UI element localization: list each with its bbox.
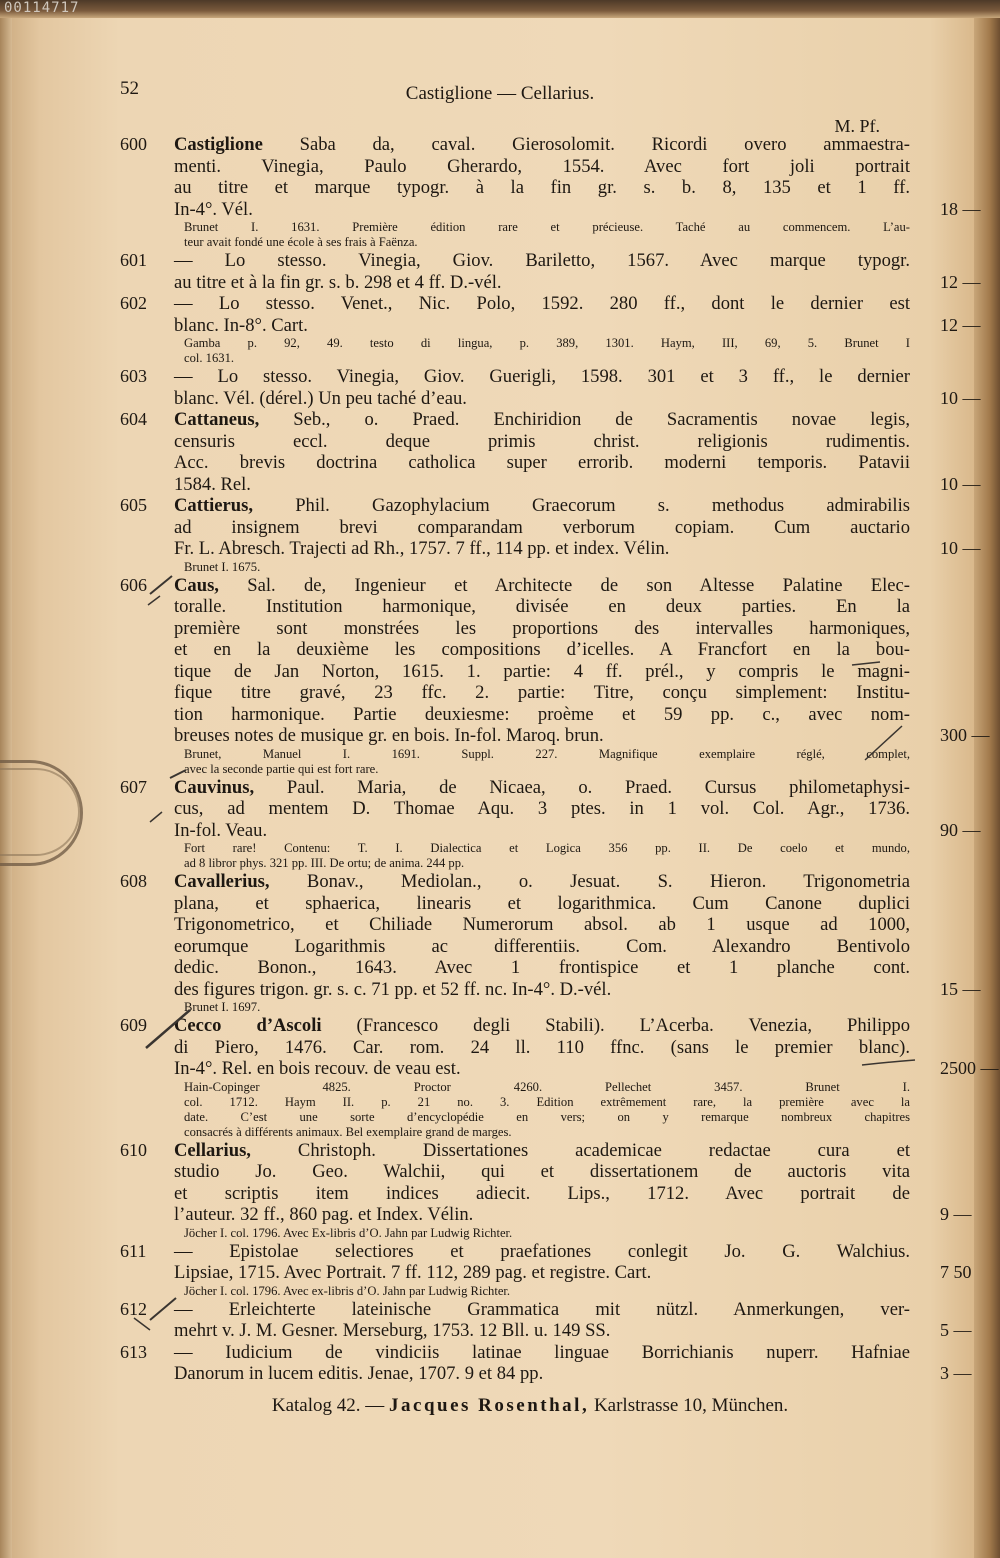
entry-text: In-fol. Veau.	[174, 819, 268, 841]
entry-text: l’auteur. 32 ff., 860 pag. et Index. Vélin.	[174, 1204, 474, 1225]
footer-address: Karlstrasse 10, München.	[593, 1395, 789, 1416]
entry-number: 606	[120, 574, 147, 595]
entry-line	[174, 366, 910, 388]
note-line: avec la seconde partie qui est fort rare.	[184, 761, 379, 776]
catalog-entry	[120, 1341, 972, 1385]
entry-line	[174, 893, 910, 915]
entry-line	[174, 639, 910, 661]
entry-line	[174, 156, 910, 178]
entry-author: Cattierus,	[174, 495, 254, 516]
entry-number: 608	[120, 871, 147, 891]
note-line: col. 1631.	[184, 351, 235, 365]
entry-line	[174, 596, 910, 618]
page-header	[0, 78, 1000, 108]
page-title: Castiglione — Cellarius.	[405, 83, 595, 104]
entry-line	[174, 1161, 910, 1183]
note-line: Hain-Copinger 4825. Proctor 4260. Pellechet 3457. Brunet I.	[184, 1079, 910, 1094]
entry-price: 90 —	[940, 819, 981, 840]
entry-price: 5 —	[940, 1320, 972, 1340]
catalog-entry	[120, 871, 981, 1015]
entry-text: breuses notes de musique gr. en bois. In-fol. Maroq. brun.	[174, 725, 604, 746]
entry-text: Fr. L. Abresch. Trajecti ad Rh., 1757. 7 ff., 114 pp. et index. Vélin.	[174, 538, 670, 559]
note-line: Fort rare! Contenu: T. I. Dialectica et Logica 356 pp. II. De coelo et mundo,	[184, 841, 910, 855]
entry-author: Caus,	[174, 574, 219, 596]
note-line: date. C’est une sorte d’encyclopédie en vers; on y remarque nombreux chapitres	[184, 1109, 910, 1124]
entry-bibliographic-note	[174, 1226, 910, 1241]
entry-line	[174, 1204, 972, 1226]
entry-line	[174, 495, 910, 517]
note-line: col. 1712. Haym II. p. 21 no. 3. Edition extrêmement rare, la première avec la	[184, 1094, 910, 1109]
entry-text: au titre et marque typogr. à la fin gr. s. b. 8, 135 et 1 ff.	[174, 177, 910, 198]
entry-bibliographic-note	[174, 841, 910, 871]
entry-number: 612	[120, 1298, 147, 1319]
entry-text: et scriptis item indices adiecit. Lips., 1712. Avec portrait de	[174, 1182, 910, 1204]
entry-text: studio Jo. Geo. Walchii, qui et dissertationem de auctoris vita	[174, 1161, 910, 1182]
entry-line	[174, 293, 910, 315]
note-line: Brunet I. 1631. Première édition rare et précieuse. Taché au commencem. L’au-	[184, 220, 910, 234]
entry-bibliographic-note	[174, 1000, 910, 1015]
entry-line	[174, 819, 981, 842]
entry-text: Trigonometrico, et Chiliade Numerorum absol. ab 1 usque ad 1000,	[174, 914, 910, 935]
entry-line	[174, 314, 981, 337]
entry-price: 10 —	[940, 473, 981, 494]
entry-text: menti. Vinegia, Paulo Gherardo, 1554. Avec fort joli portrait	[174, 155, 910, 177]
entry-price: 12 —	[940, 271, 981, 292]
entry-number: 603	[120, 366, 147, 386]
entry-line	[174, 1183, 910, 1205]
entry-author: Cauvinus,	[174, 776, 255, 798]
entry-text: blanc. Vél. (dérel.) Un peu taché d’eau.	[174, 387, 467, 409]
entry-number: 607	[120, 776, 147, 797]
entry-text: Seb., o. Praed. Enchiridion de Sacramentis novae legis,	[259, 409, 910, 430]
entry-bibliographic-note	[174, 1284, 910, 1299]
entry-text: Bonav., Mediolan., o. Jesuat. S. Hieron. Trigonometria	[269, 871, 910, 892]
entry-line	[174, 431, 910, 453]
entry-price: 18 —	[940, 198, 981, 219]
note-line: Brunet I. 1697.	[184, 1000, 261, 1014]
entry-number: 611	[120, 1240, 147, 1261]
entry-line	[174, 517, 910, 539]
page-number: 52	[120, 78, 139, 99]
entry-text: Phil. Gazophylacium Graecorum s. methodus admirabilis	[253, 495, 910, 516]
entry-text: toralle. Institution harmonique, divisée en deux parties. En la	[174, 596, 910, 617]
catalog-entry	[120, 250, 981, 293]
entry-text: — Iudicium de vindiciis latinae linguae Borrichianis nuperr. Hafniae	[174, 1341, 910, 1363]
entry-line	[174, 409, 910, 431]
entry-price: 9 —	[940, 1204, 972, 1224]
note-line: Brunet I. 1675.	[184, 559, 261, 574]
entry-text: — Lo stesso. Vinegia, Giov. Guerigli, 1598. 301 et 3 ff., le dernier	[174, 366, 910, 387]
entry-line	[174, 177, 910, 199]
catalog-entry	[120, 366, 981, 409]
note-line: teur avait fondé une école à ses frais à Faënza.	[184, 235, 418, 249]
page-footer	[0, 1395, 1000, 1417]
entry-line	[174, 575, 910, 597]
entry-line	[174, 1320, 972, 1342]
entry-line	[174, 387, 981, 410]
entry-line	[174, 1241, 910, 1263]
entry-price: 7 50	[940, 1262, 972, 1282]
entry-text: — Lo stesso. Venet., Nic. Polo, 1592. 280 ff., dont le dernier est	[174, 293, 910, 314]
entry-price: 10 —	[940, 538, 981, 558]
entry-text: des figures trigon. gr. s. c. 71 pp. et 52 ff. nc. In-4°. D.-vél.	[174, 978, 612, 1000]
entry-text: di Piero, 1476. Car. rom. 24 ll. 110 ffnc. (sans le premier blanc).	[174, 1036, 910, 1058]
entry-line	[174, 978, 981, 1001]
entry-bibliographic-note	[174, 560, 910, 575]
entry-price: 3 —	[940, 1363, 972, 1383]
catalog-entry	[120, 1240, 972, 1299]
entry-text: ad insignem brevi comparandam verborum copiam. Cum auctario	[174, 516, 910, 538]
note-line: consacrés à différents animaux. Bel exemplaire grand de marges.	[184, 1124, 512, 1139]
entry-number: 602	[120, 293, 147, 313]
entry-line	[174, 538, 981, 560]
entry-number: 610	[120, 1139, 147, 1160]
catalog-entries	[120, 134, 999, 1385]
note-line: Gamba p. 92, 49. testo di lingua, p. 389, 1301. Haym, III, 69, 5. Brunet I	[184, 336, 910, 350]
entry-line	[174, 134, 910, 156]
entry-line	[174, 250, 910, 272]
entry-number: 601	[120, 250, 147, 270]
entry-text: censuris eccl. deque primis christ. religionis rudimentis.	[174, 430, 910, 452]
entry-line	[174, 682, 910, 704]
entry-text: — Erleichterte lateinische Grammatica mit nützl. Anmerkungen, ver-	[174, 1298, 910, 1320]
entry-number: 613	[120, 1341, 147, 1362]
entry-line	[174, 725, 990, 747]
entry-text: 1584. Rel.	[174, 473, 251, 495]
entry-author: Cellarius,	[174, 1139, 251, 1161]
entry-line	[174, 704, 910, 726]
entry-price: 10 —	[940, 387, 981, 408]
entry-line	[174, 618, 910, 640]
entry-text: — Epistolae selectiores et praefationes conlegit Jo. G. Walchius.	[174, 1240, 910, 1262]
entry-line	[174, 271, 981, 294]
entry-text: mehrt v. J. M. Gesner. Merseburg, 1753. 12 Bll. u. 149 SS.	[174, 1320, 611, 1341]
entry-author: Cecco d’Ascoli	[174, 1015, 322, 1036]
entry-text: In-4°. Vél.	[174, 198, 253, 220]
catalog-entry	[120, 293, 981, 366]
entry-line	[174, 452, 910, 474]
note-line: Brunet, Manuel I. 1691. Suppl. 227. Magnifique exemplaire réglé, complet,	[184, 746, 910, 761]
entry-text: fique titre gravé, 23 ffc. 2. partie: Titre, conçu simplement: Institu-	[174, 682, 910, 703]
entry-text: plana, et sphaerica, linearis et logarithmica. Cum Canone duplici	[174, 892, 910, 914]
entry-line	[174, 871, 910, 893]
entry-bibliographic-note	[174, 336, 910, 366]
catalog-entry	[120, 409, 981, 495]
entry-number: 609	[120, 1015, 147, 1035]
entry-number: 600	[120, 134, 147, 154]
entry-line	[174, 198, 981, 221]
entry-text: et en la deuxième les compositions d’icelles. A Francfort en la bou-	[174, 639, 910, 660]
entry-line	[174, 1342, 910, 1364]
entry-text: (Francesco degli Stabili). L’Acerba. Venezia, Philippo	[321, 1015, 910, 1036]
entry-bibliographic-note	[174, 1080, 910, 1140]
entry-line	[174, 798, 910, 820]
entry-author: Castiglione	[174, 134, 263, 155]
catalog-entry	[120, 574, 990, 777]
entry-text: eorumque Logarithmis ac differentiis. Com. Alexandro Bentivolo	[174, 935, 910, 957]
entry-number: 605	[120, 495, 147, 515]
note-line: ad 8 libror phys. 321 pp. III. De ortu; de anima. 244 pp.	[184, 856, 465, 870]
entry-text: Acc. brevis doctrina catholica super errorib. moderni temporis. Patavii	[174, 452, 910, 473]
catalog-entry	[120, 134, 981, 250]
entry-line	[174, 1037, 910, 1059]
entry-text: première sont monstrées les proportions des intervalles harmoniques,	[174, 617, 910, 639]
note-line: Jöcher I. col. 1796. Avec Ex-libris d’O. Jahn par Ludwig Richter.	[184, 1225, 513, 1240]
entry-text: cus, ad mentem D. Thomae Aqu. 3 ptes. in 1 vol. Col. Agr., 1736.	[174, 798, 910, 819]
entry-text: — Lo stesso. Vinegia, Giov. Bariletto, 1567. Avec marque typogr.	[174, 250, 910, 271]
entry-line	[174, 1015, 910, 1037]
entry-number: 604	[120, 409, 147, 429]
archive-stamp: 00114717	[4, 0, 80, 16]
entry-text: tique de Jan Norton, 1615. 1. partie: 4 ff. prél., y compris le magni-	[174, 660, 910, 682]
entry-text: Sal. de, Ingenieur et Architecte de son Altesse Palatine Elec-	[218, 574, 910, 596]
entry-text: Paul. Maria, de Nicaea, o. Praed. Cursus philometaphysi-	[254, 776, 910, 798]
entry-text: Danorum in lucem editis. Jenae, 1707. 9 et 84 pp.	[174, 1363, 544, 1384]
entry-line	[174, 1262, 972, 1284]
catalog-entry	[120, 495, 981, 575]
entry-author: Cavallerius,	[174, 871, 270, 892]
entry-line	[174, 936, 910, 958]
footer-catalog: Katalog 42. —	[271, 1395, 385, 1416]
note-line: Jöcher I. col. 1796. Avec ex-libris d’O. Jahn par Ludwig Richter.	[184, 1283, 511, 1298]
catalog-entry	[120, 776, 981, 872]
entry-bibliographic-note	[174, 747, 910, 777]
entry-line	[174, 914, 910, 936]
entry-price: 2500 —	[940, 1058, 999, 1078]
entry-text: blanc. In-8°. Cart.	[174, 314, 308, 336]
entry-bibliographic-note	[174, 220, 910, 250]
entry-price: 12 —	[940, 314, 981, 335]
catalog-entry	[120, 1139, 972, 1241]
footer-name: Jacques Rosenthal,	[389, 1395, 590, 1416]
entry-text: Lipsiae, 1715. Avec Portrait. 7 ff. 112, 289 pag. et registre. Cart.	[174, 1262, 652, 1283]
entry-text: dedic. Bonon., 1643. Avec 1 frontispice et 1 planche cont.	[174, 957, 910, 978]
currency-header: M. Pf.	[834, 116, 880, 136]
entry-line	[174, 957, 910, 979]
entry-author: Cattaneus,	[174, 409, 260, 430]
entry-price: 300 —	[940, 725, 990, 745]
entry-line	[174, 777, 910, 799]
entry-text: tion harmonique. Partie deuxiesme: proème et 59 pp. c., avec nom-	[174, 703, 910, 725]
entry-line	[174, 661, 910, 683]
top-edge	[0, 0, 1000, 18]
catalog-entry	[120, 1015, 999, 1140]
entry-price: 15 —	[940, 978, 981, 999]
entry-line	[174, 1299, 910, 1321]
entry-text: Saba da, caval. Gierosolomit. Ricordi overo ammaestra-	[262, 134, 910, 155]
catalog-entry	[120, 1298, 972, 1342]
entry-line	[174, 1140, 910, 1162]
entry-text: Christoph. Dissertationes academicae redactae cura et	[250, 1139, 910, 1161]
entry-text: au titre et à la fin gr. s. b. 298 et 4 ff. D.-vél.	[174, 271, 502, 293]
entry-text: In-4°. Rel. en bois recouv. de veau est.	[174, 1058, 461, 1079]
entry-line	[174, 1058, 999, 1080]
entry-line	[174, 473, 981, 496]
entry-line	[174, 1363, 972, 1385]
